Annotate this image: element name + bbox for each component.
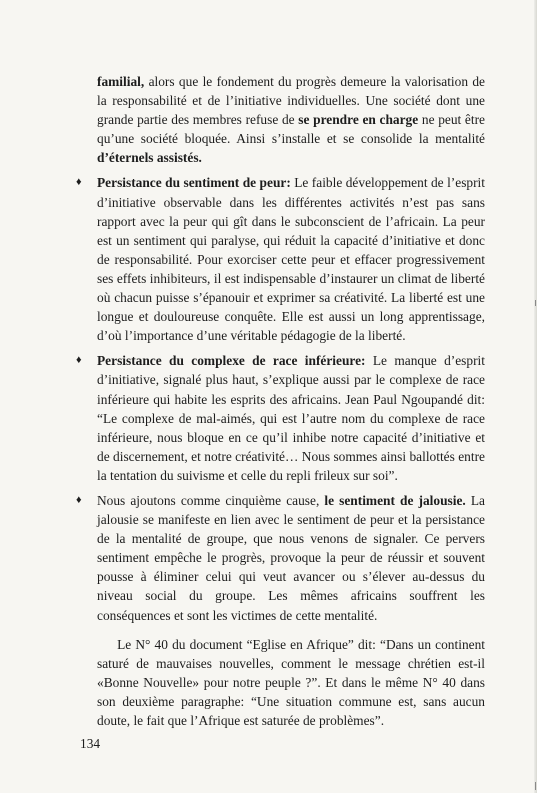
paragraph-text: Le faible développement de l’esprit d’initiative observable dans les différentes activités n’est pas sans rapport avec la peur qui gît dans le subconscient de l’africain. La peur est un sentiment qui paralyse, qui réduit la capacité d’initiative et donc de responsabilité. Pour exorciser cette peur et effacer progressivement ses effets inhibiteurs, il est indispensable d’instaurer un climat de liberté où chacun puisse s’épanouir et exprimer sa créativité. La liberté est une longue et douloureuse conquête. Elle est aussi un long apprentissage, d’où l’importance d’une véritable pédagogie de la liberté. — [97, 175, 485, 344]
body-text — [76, 72, 485, 730]
diamond-bullet-icon: ♦ — [76, 493, 82, 506]
list-item-text — [97, 351, 485, 485]
list-item — [76, 173, 485, 345]
diamond-bullet-icon: ♦ — [76, 354, 82, 367]
bold-phrase: d’éternels assistés. — [97, 150, 202, 166]
page-number: 134 — [80, 736, 101, 751]
list-item-heading: Persistance du complexe de race inférieure: — [97, 353, 366, 369]
list-item-text — [97, 173, 485, 345]
edge-tick — [535, 782, 536, 790]
list-item — [76, 491, 485, 625]
list-item — [76, 351, 485, 485]
paragraph-text: La jalousie se manifeste en lien avec le sentiment de peur et la persistance de la mentalité de groupe, que nous venons de signaler. Ce pervers sentiment empêche le progrès, provoque la peur de réussir et souvent pousse à éliminer celui qui veut avancer ou s’élever au-dessus du niveau social du groupe. Les mêmes africains souffrent les conséquences et sont les victimes de cette mentalité. — [97, 492, 485, 623]
paragraph-text: Le manque d’esprit d’initiative, signalé plus haut, s’explique aussi par le complexe de race inférieure qui habite les esprits des africains. Jean Paul Ngoupandé dit: “Le complexe de mal-aimés, qui est l’autre nom du complexe de race inférieure, nous bloque en ce qu’il inhibe notre capacité d’initiative et de discernement, et notre créativité… Nous sommes ainsi ballottés entre la tentation du suivisme et celle du repli frileux sur soi”. — [97, 353, 485, 483]
bold-phrase: familial, — [97, 74, 145, 89]
paragraph-text: alors que le fondement du progrès demeure la valorisation de la responsabilité et de l’initiative individuelles. Une société dont une grande partie des membres refuse de — [97, 74, 485, 128]
closing-paragraph — [97, 635, 485, 730]
paragraph-text: Le N° 40 du document “Eglise en Afrique” dit: “Dans un continent saturé de mauvaises nouvelles, comment le message chrétien est-il «Bonne Nouvelle» pour notre peuple ?”. Et dans le même N° 40 dans son deuxième paragraphe: “Une situation commune est, sans aucun doute, le fait que l’Afrique est saturée de problèmes”. — [97, 636, 485, 728]
list-item-text — [97, 491, 485, 625]
paragraph-text: Nous ajoutons comme cinquième cause, — [97, 492, 325, 508]
edge-tick — [535, 300, 536, 306]
list-item-heading: le sentiment de jalousie. — [324, 492, 466, 508]
bold-phrase: se prendre en charge — [298, 112, 419, 128]
list-item-heading: Persistance du sentiment de peur: — [97, 175, 291, 191]
diamond-bullet-icon: ♦ — [76, 176, 82, 189]
opening-paragraph — [97, 72, 485, 167]
paragraph-text: ne peut être qu’une société bloquée. Ainsi s’installe et se consolide la mentalité — [97, 112, 485, 147]
